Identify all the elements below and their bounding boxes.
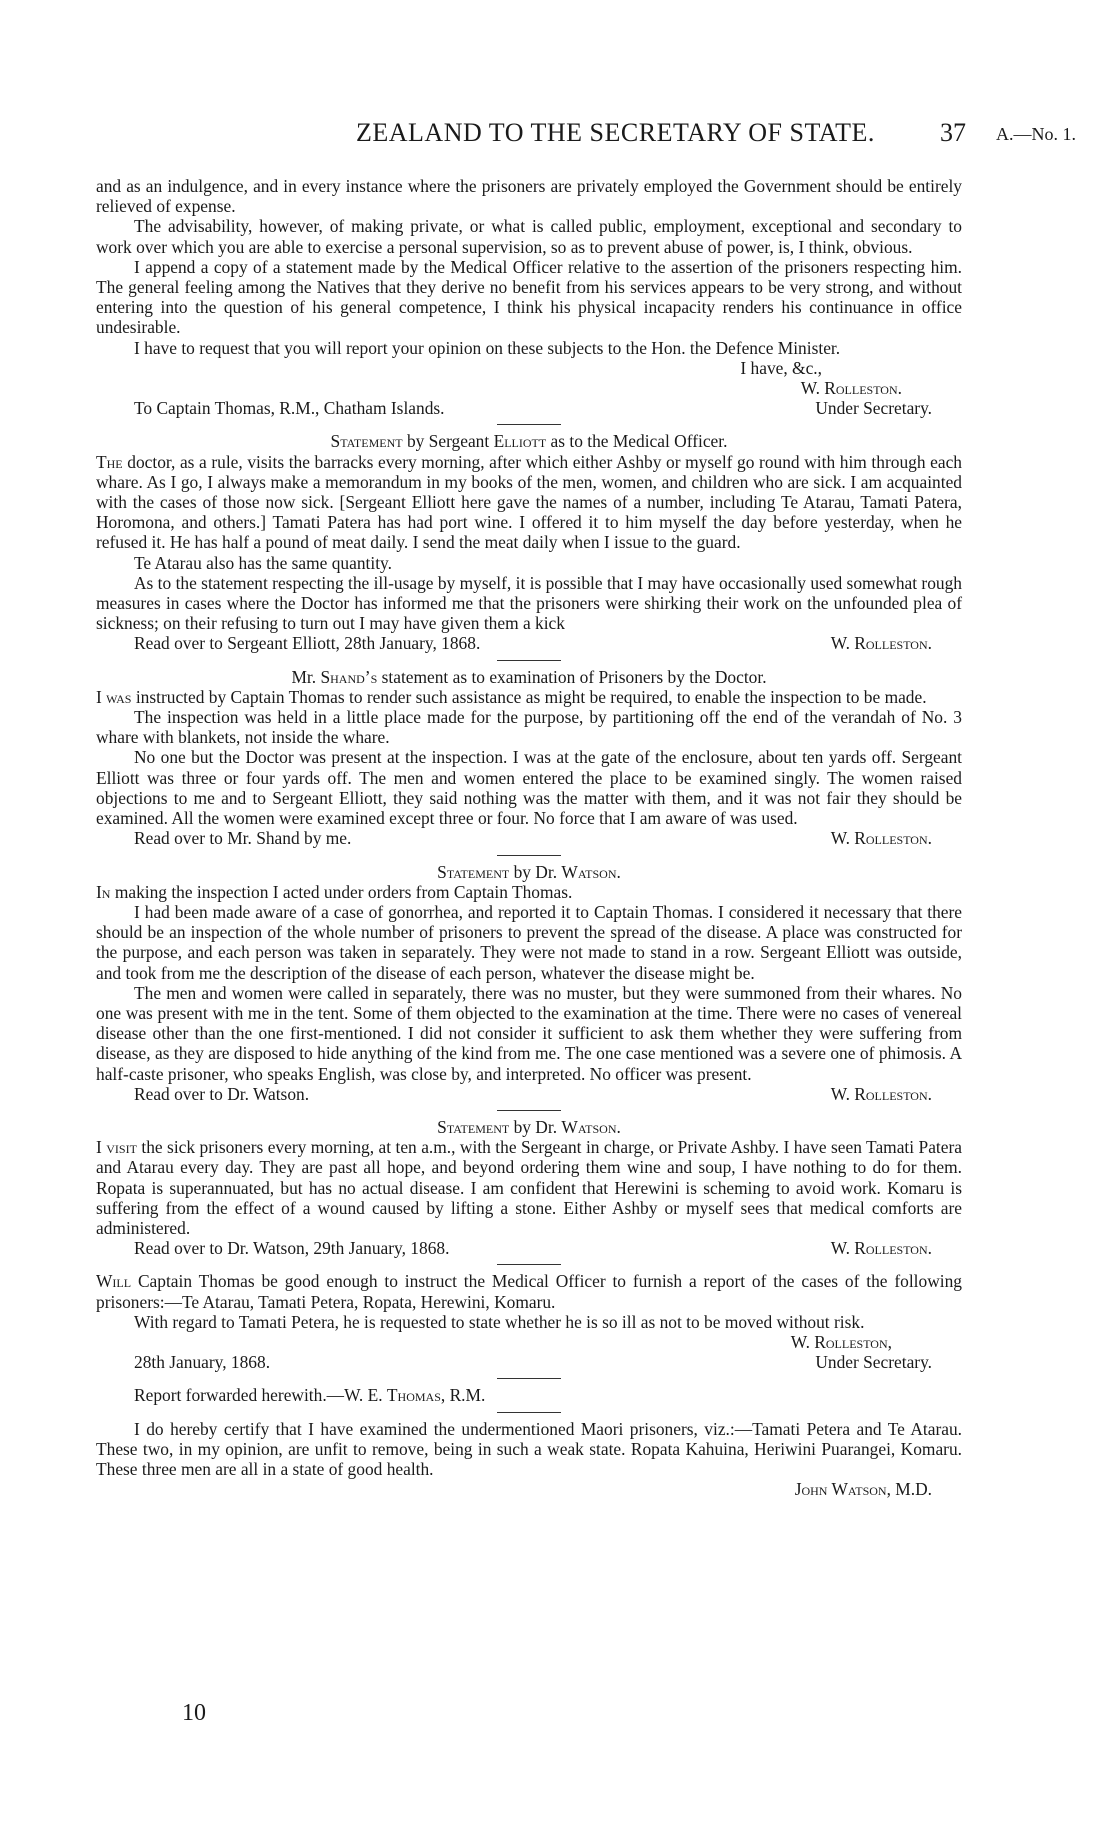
page-number: 37 — [940, 118, 966, 147]
document-reference: A.—No. 1. — [996, 124, 1076, 144]
request-paragraph: Will Captain Thomas be good enough to instruct the Medical Officer to furnish a report of the cases of the following prisoners:—Te Atarau, Tamati Petera, Ropata, Herewini, Komaru. — [96, 1271, 962, 1312]
watson2-signature: W. Rolleston. — [830, 1238, 932, 1259]
letter-paragraph: and as an indulgence, and in every instance where the prisoners are privately employed the Government should be entirely relieved of expense. — [96, 176, 962, 217]
watson-heading-1: Statement by Dr. Watson. — [437, 861, 621, 882]
elliott-signature: W. Rolleston. — [830, 633, 932, 654]
watson-heading-2: Statement by Dr. Watson. — [437, 1116, 621, 1137]
elliott-paragraph: The doctor, as a rule, visits the barracks every morning, after which either Ashby or myself go round with him through each whare. As I go, I always make a memorandum in my books of the men, women, and children who are sick. I am acquainted with the cases of those now sick. [Sergeant Elliott here gave the names of a number, including Te Atarau, Tamati Patera, Horomona, and others.] Tamati Patera has had port wine. I offered it to him myself the day before yesterday, when he refused it. He has half a pound of meat daily. I send the meat daily when I issue to the guard. — [96, 451, 962, 553]
watson1-paragraph: The men and women were called in separately, there was no muster, but they were summoned from their whares. No one was present with me in the tent. Some of them objected to the examination at the time. There were no cases of venereal disease other than the one first-mentioned. I did not consider it sufficient to ask them whether they were suffering from disease, as they are disposed to hide anything of the kind from me. The one case mentioned was a severe one of phimosis. A half-caste prisoner, who speaks English, was close by, and interpreted. No officer was present. — [96, 982, 962, 1084]
shand-paragraph: I was instructed by Captain Thomas to render such assistance as might be required, to enable the inspection to be made. — [96, 686, 927, 707]
watson1-read-over: Read over to Dr. Watson. — [134, 1083, 310, 1104]
elliott-paragraph: As to the statement respecting the ill-usage by myself, it is possible that I may have occasionally used somewhat rough measures in cases where the Doctor has informed me that the prisoners were shirking their work on the unfounded plea of sickness; on their refusing to turn out I may have given them a kick — [96, 572, 962, 634]
watson1-signature: W. Rolleston. — [830, 1083, 932, 1104]
shand-readover-row — [96, 828, 962, 848]
section-divider — [497, 1264, 561, 1265]
request-date-row — [96, 1352, 962, 1372]
watson2-read-over: Read over to Dr. Watson, 29th January, 1868. — [134, 1238, 450, 1259]
running-header — [0, 118, 1114, 158]
certificate-paragraph: I do hereby certify that I have examined the undermentioned Maori prisoners, viz.:—Tamati Petera and Te Atarau. These two, in my opinion, are unfit to remove, being in such a weak state. Ropata Kahuina, Heriwini Puarangei, Komaru. These three men are all in a state of good health. — [96, 1418, 962, 1479]
elliott-read-over: Read over to Sergeant Elliott, 28th January, 1868. — [134, 633, 481, 654]
shand-paragraph: No one but the Doctor was present at the inspection. I was at the gate of the enclosure, about ten yards off. Sergeant Elliott was three or four yards off. The men and women entered the place to be examined singly. The women raised objections to me and to Sergeant Elliott, they said nothing was the matter with them, and it was not fair they should be examined. All the women were examined except three or four. No force that I am aware of was used. — [96, 747, 962, 829]
request-role: Under Secretary. — [815, 1352, 932, 1373]
document-body — [96, 176, 962, 1499]
certificate-signature: John Watson, M.D. — [794, 1479, 932, 1500]
report-line: Report forwarded herewith.—W. E. Thomas, R.M. — [134, 1385, 486, 1406]
request-date: 28th January, 1868. — [134, 1352, 271, 1373]
letter-paragraph: The advisability, however, of making private, or what is called public, employment, exceptional and secondary to work over which you are able to exercise a personal supervision, so as to prevent abuse of power, is, I think, obvious. — [96, 216, 962, 257]
letter-role: Under Secretary. — [815, 398, 932, 419]
sheet-number: 10 — [182, 1700, 206, 1726]
elliott-readover-row — [96, 633, 962, 653]
header-title: ZEALAND TO THE SECRETARY OF STATE. — [356, 118, 875, 147]
watson2-paragraph: I visit the sick prisoners every morning, at ten a.m., with the Sergeant in charge, or Private Ashby. I have seen Tamati Patera and Atarau every day. They are past all hope, and beyond ordering them wine and soup, I have nothing to do for them. Ropata is superannuated, but has no actual disease. I am confident that Herewini is scheming to avoid work. Komaru is suffering from the effect of a wound caused by lifting a stone. Either Ashby or myself sees that medical comforts are administered. — [96, 1137, 962, 1238]
section-divider — [497, 660, 561, 661]
section-divider — [497, 855, 561, 856]
watson1-readover-row — [96, 1084, 962, 1104]
section-divider — [497, 424, 561, 425]
elliott-paragraph: Te Atarau also has the same quantity. — [134, 552, 392, 573]
watson1-paragraph: I had been made aware of a case of gonorrhea, and reported it to Captain Thomas. I considered it necessary that there should be an inspection of the whole number of prisoners to prevent the spread of the disease. A place was constructed for the purpose, and each person was taken in separately. They were not made to stand in a row. Sergeant Elliott was outside, and took from me the description of the disease of each person, whatever the disease might be. — [96, 901, 962, 983]
request-signature: W. Rolleston, — [790, 1331, 892, 1352]
letter-addressee: To Captain Thomas, R.M., Chatham Islands. — [134, 398, 445, 419]
shand-signature: W. Rolleston. — [830, 828, 932, 849]
elliott-heading: Statement by Sergeant Elliott as to the Medical Officer. — [330, 431, 728, 452]
letter-address-row — [96, 398, 962, 418]
letter-paragraph: I append a copy of a statement made by the Medical Officer relative to the assertion of the prisoners respecting him. The general feeling among the Natives that they derive no benefit from his services appears to be very strong, and without entering into the question of his general competence, I think his physical incapacity renders his continuance in office undesirable. — [96, 256, 962, 338]
section-divider — [497, 1378, 561, 1379]
shand-read-over: Read over to Mr. Shand by me. — [134, 828, 352, 849]
letter-paragraph: I have to request that you will report your opinion on these subjects to the Hon. the Defence Minister. — [134, 337, 841, 358]
watson1-paragraph: In making the inspection I acted under orders from Captain Thomas. — [96, 881, 573, 902]
shand-heading: Mr. Shand’s statement as to examination of Prisoners by the Doctor. — [291, 666, 767, 687]
section-divider — [497, 1110, 561, 1111]
request-paragraph: With regard to Tamati Petera, he is requested to state whether he is so ill as not to be moved without risk. — [134, 1311, 865, 1332]
shand-paragraph: The inspection was held in a little place made for the purpose, by partitioning off the end of the verandah of No. 3 whare with blankets, not inside the whare. — [96, 707, 962, 748]
letter-closing: I have, &c., — [740, 357, 822, 378]
letter-signature: W. Rolleston. — [800, 378, 902, 399]
section-divider — [497, 1412, 561, 1413]
watson2-readover-row — [96, 1238, 962, 1258]
